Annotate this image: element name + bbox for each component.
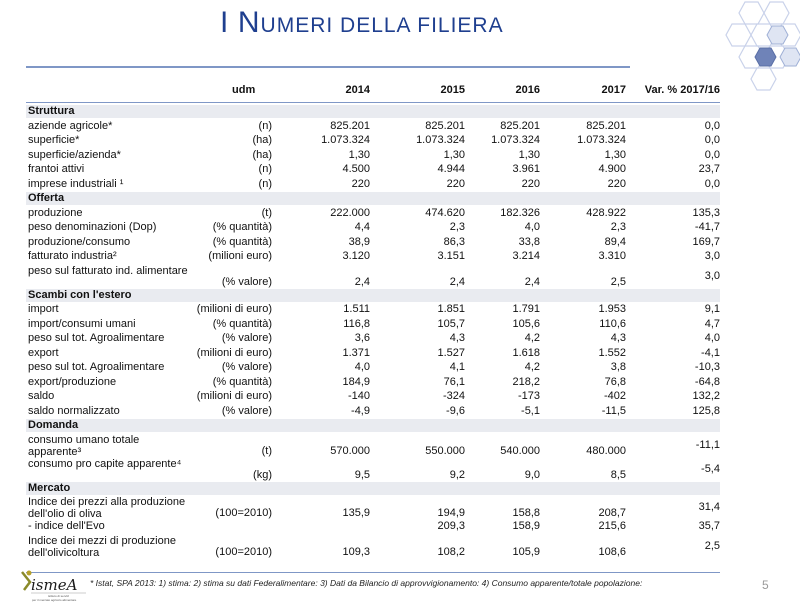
value-cell: 2,4: [449, 275, 465, 288]
value-cell: -11,5: [601, 404, 626, 417]
value-cell: 1.552: [598, 346, 626, 359]
row-label: saldo normalizzato: [28, 404, 120, 417]
value-cell: -9,6: [446, 404, 465, 417]
row-udm: (% quantità): [212, 235, 272, 248]
row-udm: (kg): [253, 468, 272, 481]
section-header: Offerta: [26, 192, 720, 205]
value-cell: 2,4: [524, 275, 540, 288]
row-label: frantoi attivi: [28, 163, 85, 175]
var-cell: 9,1: [704, 303, 720, 315]
value-cell: -4,9: [351, 404, 370, 417]
row-label: aziende agricole*: [28, 119, 113, 132]
footnote: * Istat, SPA 2013: 1) stima: 2) stima su dati Federalimentare: 3) Dati da Bilancio di approvvigionamento: 4) Consumo apparente/totale popolazione:: [90, 578, 643, 588]
value-cell: 1.073.324: [416, 134, 465, 146]
row-label: import/consumi umani: [28, 317, 136, 330]
value-cell: 158,8: [512, 507, 540, 519]
var-cell: 31,4: [698, 501, 720, 513]
value-cell: 480.000: [586, 444, 626, 457]
section-header: Mercato: [26, 482, 720, 495]
value-cell: 105,6: [512, 317, 540, 330]
row-udm: (n): [258, 119, 272, 132]
row-label: Indice dei prezzi alla produzione dell'olio di oliva: [28, 496, 186, 520]
value-cell: 220: [351, 177, 370, 190]
value-cell: 89,4: [604, 235, 626, 248]
row-udm: (milioni di euro): [196, 346, 272, 359]
var-cell: 0,0: [704, 177, 720, 190]
value-cell: 4,4: [354, 221, 370, 233]
var-cell: 2,5: [704, 539, 720, 552]
row-label: superficie*: [28, 134, 80, 146]
value-cell: 208,7: [598, 507, 626, 519]
value-cell: 1.527: [437, 346, 465, 359]
value-cell: 135,9: [342, 507, 370, 519]
value-cell: 2,3: [610, 221, 626, 233]
row-label: consumo umano totale apparente³: [28, 433, 140, 458]
value-cell: 1,30: [518, 148, 540, 161]
value-cell: 4.944: [437, 163, 465, 175]
svg-text:per il mercato agricolo alimen: per il mercato agricolo alimentare: [32, 598, 77, 602]
title-rule: [26, 66, 630, 68]
value-cell: 33,8: [518, 235, 540, 248]
section-header: Struttura: [26, 105, 720, 118]
value-cell: 209,3: [437, 520, 465, 532]
var-cell: 0,0: [704, 134, 720, 146]
row-label: - indice dell'Evo: [28, 520, 105, 532]
value-cell: 1.073.324: [321, 134, 370, 146]
value-cell: 4,1: [449, 361, 465, 373]
var-cell: 3,0: [704, 269, 720, 282]
var-cell: 125,8: [692, 404, 720, 417]
value-cell: 1,30: [604, 148, 626, 161]
value-cell: -5,1: [521, 404, 540, 417]
value-cell: 76,8: [604, 375, 626, 388]
var-cell: 3,0: [704, 250, 720, 262]
value-cell: 1.618: [512, 346, 540, 359]
value-cell: 1,30: [348, 148, 370, 161]
value-cell: 825.201: [586, 119, 626, 132]
value-cell: 218,2: [512, 375, 540, 388]
value-cell: 220: [521, 177, 540, 190]
page-title: [220, 6, 504, 40]
value-cell: 1.073.324: [491, 134, 540, 146]
value-cell: 3,6: [354, 332, 370, 344]
row-label: saldo: [28, 390, 55, 402]
row-label: produzione: [28, 206, 83, 219]
var-cell: -64,8: [694, 375, 720, 388]
row-udm: (100=2010): [215, 545, 272, 558]
value-cell: 184,9: [342, 375, 370, 388]
value-cell: 4,2: [524, 332, 540, 344]
row-label: export/produzione: [28, 375, 117, 388]
value-cell: 4,0: [524, 221, 540, 233]
value-cell: 3.214: [512, 250, 540, 262]
row-udm: (% quantità): [212, 375, 272, 388]
var-cell: 4,0: [704, 332, 720, 344]
value-cell: 2,5: [610, 275, 626, 288]
row-udm: (% valore): [221, 361, 272, 373]
value-cell: 1,30: [443, 148, 465, 161]
row-udm: (milioni euro): [208, 250, 272, 262]
row-label: superficie/azienda*: [28, 148, 121, 161]
col-header-var: Var. % 2017/16: [644, 84, 720, 96]
row-label: peso denominazioni (Dop): [28, 221, 157, 233]
value-cell: 1.791: [512, 303, 540, 315]
row-label: peso sul fatturato ind. alimentare: [28, 264, 188, 277]
bottom-rule: [26, 572, 720, 573]
row-label: peso sul tot. Agroalimentare: [28, 361, 165, 373]
var-cell: 35,7: [698, 520, 720, 532]
value-cell: 86,3: [443, 235, 465, 248]
value-cell: 110,6: [599, 317, 626, 330]
row-label: fatturato industria²: [28, 250, 117, 262]
var-cell: -41,7: [694, 221, 720, 233]
value-cell: 3,8: [610, 361, 626, 373]
var-cell: -11,1: [695, 438, 720, 451]
value-cell: 4,3: [449, 332, 465, 344]
value-cell: 105,9: [512, 545, 540, 558]
var-cell: 4,7: [704, 317, 720, 330]
var-cell: -10,3: [694, 361, 720, 373]
var-cell: 132,2: [692, 390, 720, 402]
title-letter-2: N: [237, 6, 261, 39]
row-label: import: [28, 303, 59, 315]
value-cell: 9,0: [524, 468, 540, 481]
value-cell: 158,9: [512, 520, 540, 532]
value-cell: -140: [347, 390, 370, 402]
value-cell: 220: [607, 177, 626, 190]
row-udm: (n): [258, 177, 272, 190]
var-cell: -4,1: [701, 346, 720, 359]
row-udm: (100=2010): [215, 507, 272, 519]
row-udm: (% valore): [221, 275, 272, 288]
value-cell: 1.511: [343, 303, 370, 315]
value-cell: 182.326: [500, 206, 540, 219]
value-cell: 222.000: [330, 206, 370, 219]
col-header-udm: udm: [232, 84, 256, 96]
var-cell: 135,3: [692, 206, 720, 219]
svg-text:istituto di servizi: istituto di servizi: [48, 594, 70, 598]
var-cell: 0,0: [704, 119, 720, 132]
row-udm: (% valore): [221, 332, 272, 344]
value-cell: 3.151: [437, 250, 465, 262]
col-header-2017: 2017: [601, 84, 626, 96]
var-cell: 0,0: [704, 148, 720, 161]
row-udm: (milioni di euro): [196, 390, 272, 402]
value-cell: 220: [446, 177, 465, 190]
value-cell: 540.000: [500, 444, 540, 457]
row-udm: (t): [261, 206, 272, 219]
value-cell: -402: [603, 390, 626, 402]
value-cell: 2,3: [449, 221, 465, 233]
var-cell: 23,7: [698, 163, 720, 175]
row-udm: (% valore): [221, 404, 272, 417]
value-cell: 825.201: [425, 119, 465, 132]
header-rule: [26, 102, 720, 103]
row-udm: (ha): [252, 134, 272, 146]
value-cell: 2,4: [354, 275, 370, 288]
value-cell: 3.961: [512, 163, 540, 175]
col-header-2016: 2016: [515, 84, 540, 96]
value-cell: 3.310: [598, 250, 626, 262]
value-cell: 194,9: [437, 507, 465, 519]
value-cell: 4.500: [342, 163, 370, 175]
title-rest: UMERI DELLA FILIERA: [260, 14, 504, 37]
value-cell: -173: [517, 390, 540, 402]
row-label: Indice dei mezzi di produzione dell'olivicoltura: [28, 534, 176, 559]
value-cell: 8,5: [610, 468, 626, 481]
value-cell: 215,6: [598, 520, 626, 532]
value-cell: 109,3: [342, 545, 370, 558]
row-label: consumo pro capite apparente⁴: [28, 457, 182, 470]
row-udm: (% quantità): [212, 317, 272, 330]
value-cell: 9,2: [449, 468, 465, 481]
ismea-logo: [18, 568, 90, 602]
value-cell: 4,0: [354, 361, 370, 373]
row-label: export: [28, 346, 59, 359]
value-cell: 428.922: [586, 206, 626, 219]
var-cell: -5,4: [701, 462, 720, 475]
value-cell: 1.371: [342, 346, 370, 359]
value-cell: 4.900: [598, 163, 626, 175]
row-label: imprese industriali ¹: [28, 177, 124, 190]
value-cell: 1.953: [598, 303, 626, 315]
row-udm: (t): [261, 444, 272, 457]
title-letter-1: I: [220, 6, 230, 39]
value-cell: 1.073.324: [577, 134, 626, 146]
value-cell: 4,3: [610, 332, 626, 344]
value-cell: 108,6: [598, 545, 626, 558]
value-cell: 108,2: [437, 545, 465, 558]
section-header: Domanda: [26, 419, 720, 432]
value-cell: 3.120: [342, 250, 370, 262]
value-cell: 9,5: [354, 468, 370, 481]
value-cell: 1.851: [437, 303, 465, 315]
value-cell: -324: [442, 390, 465, 402]
col-header-2015: 2015: [440, 84, 465, 96]
row-udm: (n): [258, 163, 272, 175]
section-header: Scambi con l'estero: [26, 289, 720, 302]
value-cell: 4,2: [524, 361, 540, 373]
value-cell: 550.000: [425, 444, 465, 457]
value-cell: 38,9: [348, 235, 370, 248]
row-udm: (ha): [252, 148, 272, 161]
var-cell: 169,7: [692, 235, 720, 248]
value-cell: 76,1: [443, 375, 465, 388]
page-number: 5: [762, 578, 769, 592]
value-cell: 570.000: [330, 444, 370, 457]
value-cell: 825.201: [500, 119, 540, 132]
row-udm: (% quantità): [212, 221, 272, 233]
row-label: produzione/consumo: [28, 235, 131, 248]
value-cell: 116,8: [343, 317, 370, 330]
value-cell: 105,7: [437, 317, 465, 330]
row-label: peso sul tot. Agroalimentare: [28, 332, 165, 344]
row-udm: (milioni di euro): [196, 303, 272, 315]
value-cell: 825.201: [330, 119, 370, 132]
svg-text:ismeA: ismeA: [31, 576, 78, 594]
col-header-2014: 2014: [345, 84, 370, 96]
value-cell: 474.620: [425, 206, 465, 219]
